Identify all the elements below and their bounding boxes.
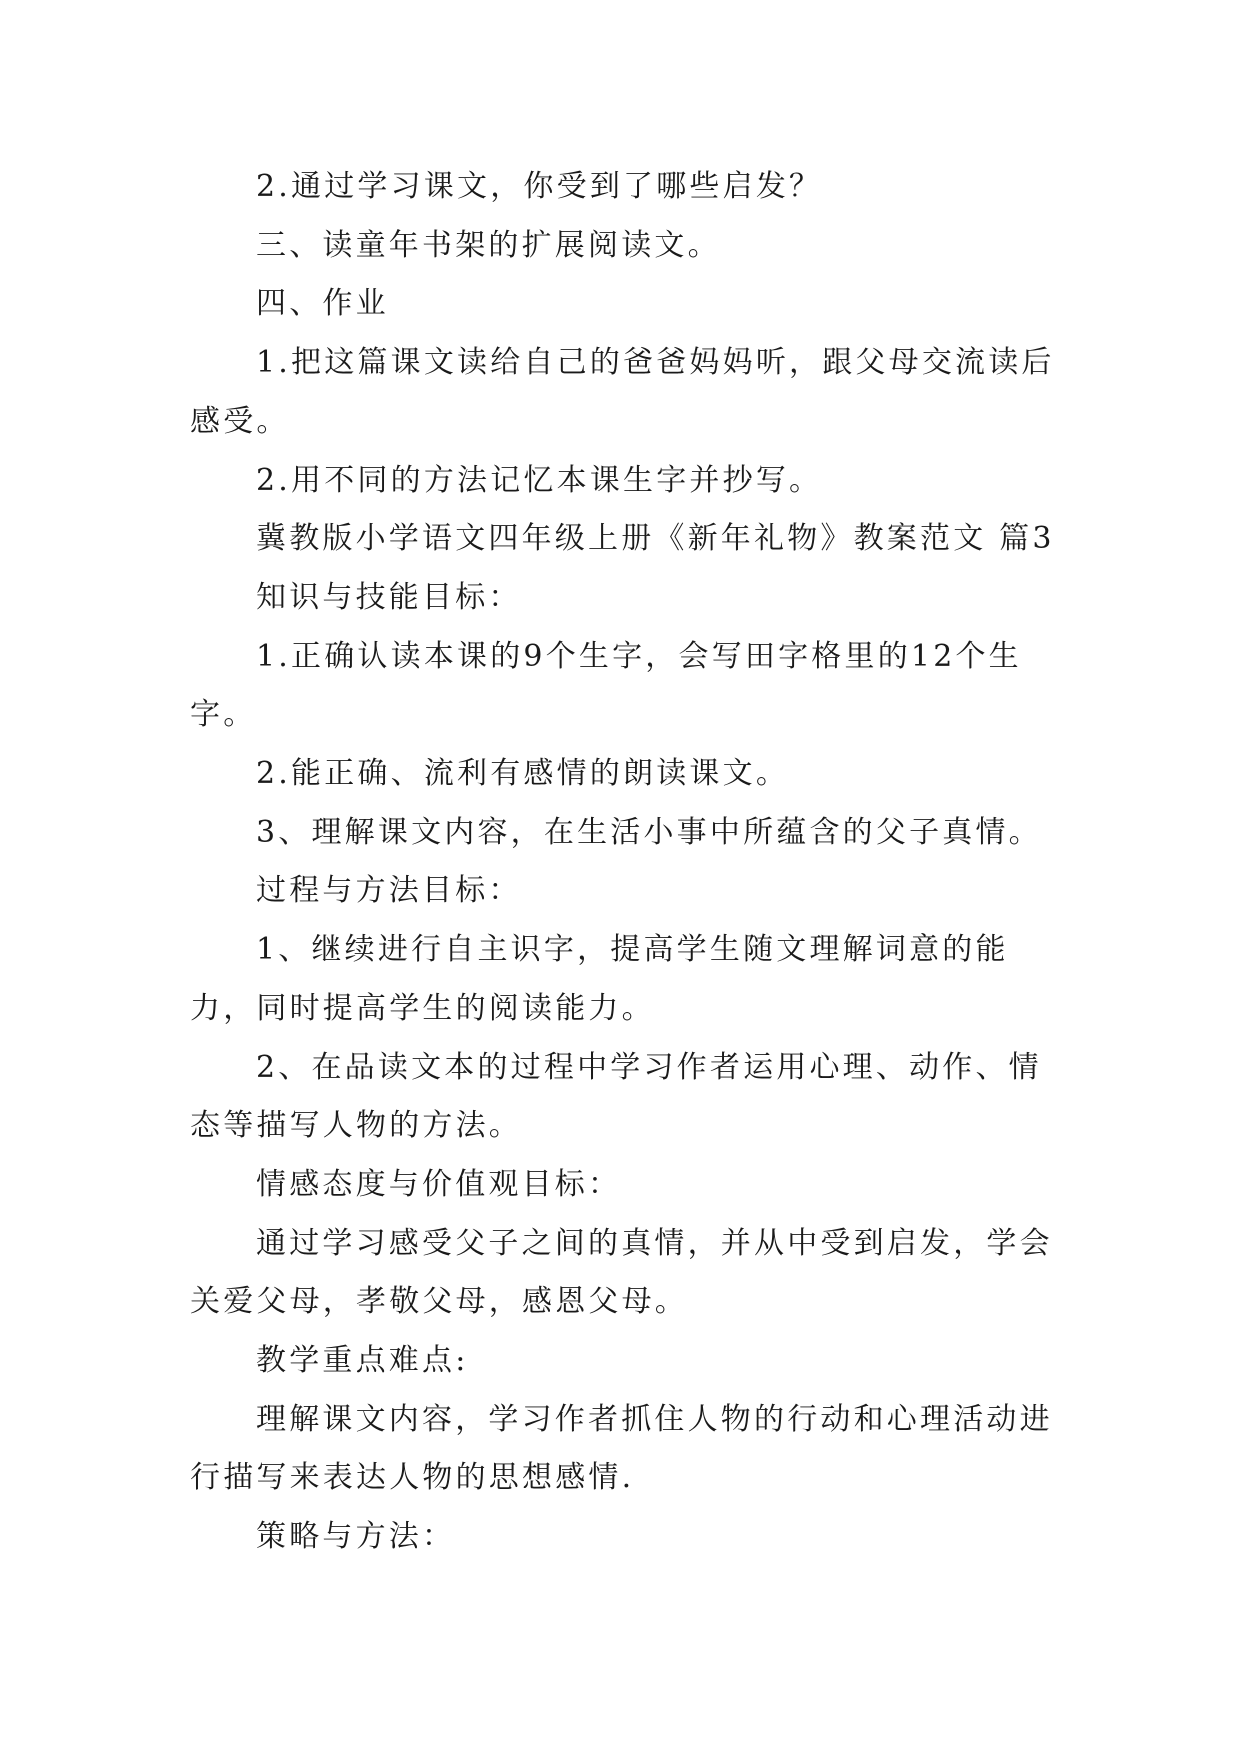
paragraph-questions-2: 2.通过学习课文，你受到了哪些启发？ [256, 169, 823, 204]
document-body [190, 158, 1060, 1567]
paragraph-knowledge-goal-1: 1.正确认读本课的9个生字，会写田字格里的12个生字。 [190, 638, 1022, 733]
paragraph-knowledge-goal-2: 2.能正确、流利有感情的朗读课文。 [256, 756, 790, 792]
paragraph-strategy-heading: 策略与方法： [256, 1519, 456, 1555]
paragraph-key-points: 理解课文内容，学习作者抓住人物的行动和心理活动进行描写来表达人物的思想感情. [190, 1401, 1053, 1496]
paragraph-process-goal-2: 2、在品读文本的过程中学习作者运用心理、动作、情态等描写人物的方法。 [190, 1049, 1042, 1144]
paragraph-process-goals-heading: 过程与方法目标： [256, 873, 522, 909]
paragraph-emotion-goal-1: 通过学习感受父子之间的真情，并从中受到启发，学会关爱父母，孝敬父母，感恩父母。 [190, 1225, 1053, 1320]
paragraph-homework-2: 2.用不同的方法记忆本课生字并抄写。 [256, 462, 823, 498]
paragraph-knowledge-goals-heading: 知识与技能目标： [256, 579, 522, 615]
paragraph-emotion-goals-heading: 情感态度与价值观目标： [256, 1166, 622, 1202]
paragraph-section-3: 三、读童年书架的扩展阅读文。 [256, 227, 721, 263]
paragraph-lesson-title: 冀教版小学语文四年级上册《新年礼物》教案范文 篇3 [256, 521, 1055, 557]
paragraph-knowledge-goal-3: 3、理解课文内容，在生活小事中所蕴含的父子真情。 [256, 814, 1042, 850]
paragraph-key-points-heading: 教学重点难点: [256, 1343, 469, 1379]
paragraph-process-goal-1: 1、继续进行自主识字，提高学生随文理解词意的能力，同时提高学生的阅读能力。 [190, 932, 1009, 1026]
paragraph-homework-1: 1.把这篇课文读给自己的爸爸妈妈听，跟父母交流读后感受。 [190, 345, 1055, 439]
paragraph-section-4: 四、作业 [256, 286, 389, 322]
